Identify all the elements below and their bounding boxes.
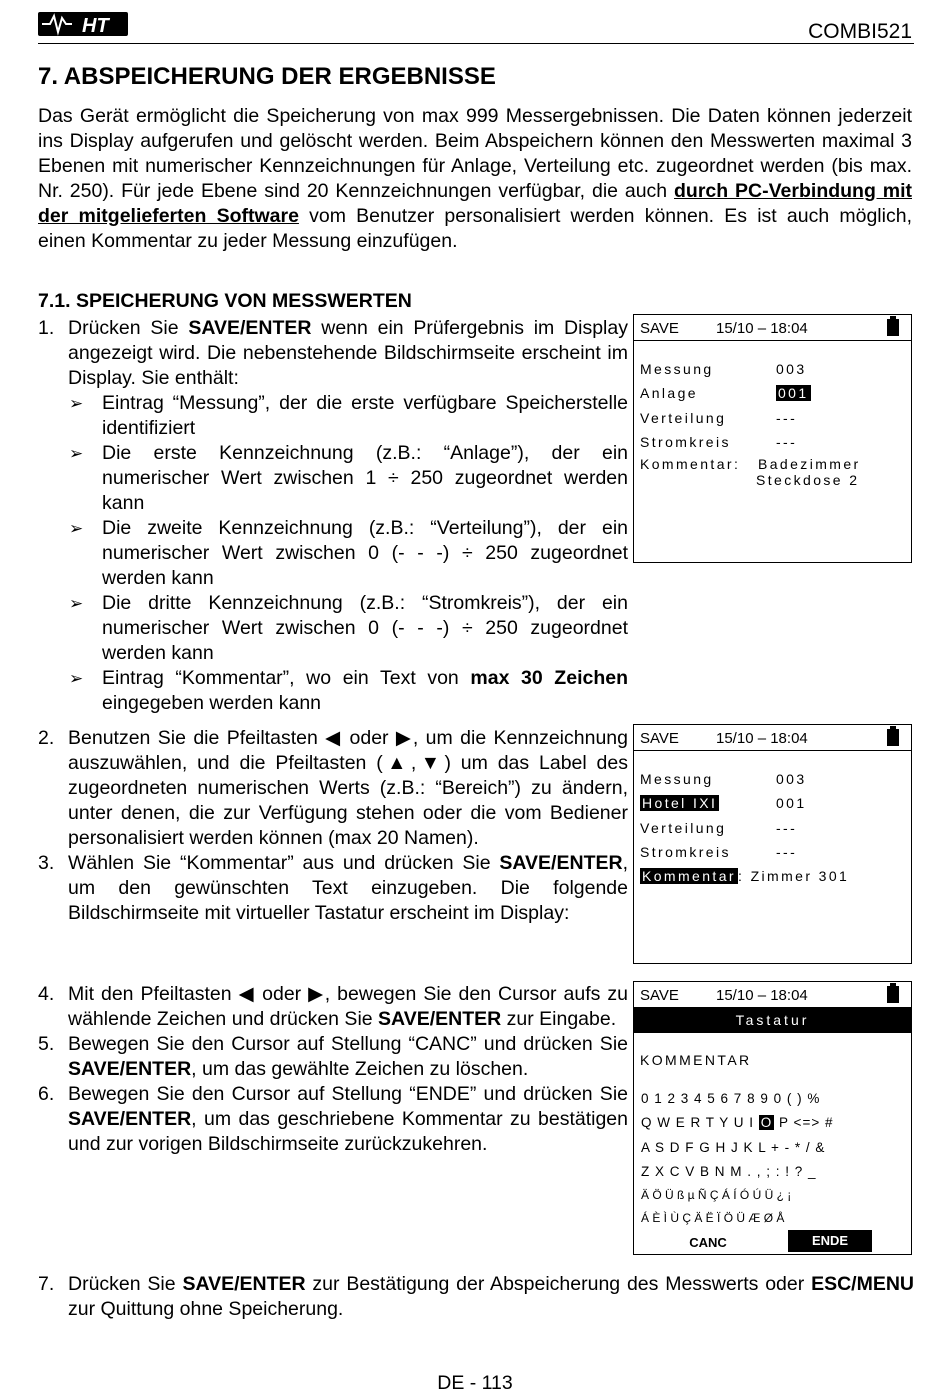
screen-header: SAVE 15/10 – 18:04: [634, 982, 911, 1008]
bullet-1: ➢ Eintrag “Messung”, der die erste verfügbare Speicherstelle identifiziert: [69, 392, 628, 439]
display-screen-save: SAVE 15/10 – 18:04 Messung 003 Anlage 001 Verteilung --- Stromkreis --- Kommentar: Badezimmer Steckdose 2: [633, 314, 912, 563]
step-6: 6. Bewegen Sie den Cursor auf Stellung “ENDE” und drücken Sie SAVE/ENTER, um das geschriebene Kommentar zu bestätigen und zur vorigen Bildschirmseite zurückzukehren.: [38, 1083, 628, 1155]
display-screen-keyboard: [633, 981, 912, 1255]
battery-icon: [887, 319, 899, 336]
arrow-bullet-icon: ➢: [69, 444, 84, 463]
step-1: 1. Drücken Sie SAVE/ENTER wenn ein Prüfergebnis im Display angezeigt wird. Die nebenstehende Bildschirmseite erscheint im Display. Sie enthält: ➢ Eintrag “Messung”, der die erste verfügbare Speicherstelle identifiziert ➢ Die erste Kennzeichnung (z.B.: “Anlage”), der ein numerischer Wert zwischen 1 ÷ 250 zugeordnet werden kann ➢ Die zweite Kennzeichnung (z.B.: “Verteilung”), der ein numerischer Wert zwischen 0 (- - -) ÷ 250 zugeordnet werden kann ➢ Die dritte Kennzeichnung (z.B.: “Stromkreis”), der ein numerischer Wert zwischen 0 (- - -) ÷ 250 zugeordnet werden kann ➢ Eintrag “Kommentar”, wo ein Text von max 30 Zeichen eingegeben werden kann: [38, 317, 628, 714]
selected-value: 001: [778, 385, 809, 401]
ht-logo: [38, 8, 130, 38]
section-title: 7. ABSPEICHERUNG DER ERGEBNISSE: [38, 63, 496, 90]
selected-label: Hotel IXI: [642, 795, 718, 811]
subsection-title: 7.1. SPEICHERUNG VON MESSWERTEN: [38, 290, 412, 312]
bullet-5: ➢ Eintrag “Kommentar”, wo ein Text von max 30 Zeichen eingegeben werden kann: [69, 667, 628, 714]
keyboard-row-2: Q W E R T Y U I O P <=> #: [641, 1115, 834, 1130]
logo-text: HT: [82, 15, 109, 37]
bullet-4: ➢ Die dritte Kennzeichnung (z.B.: “Stromkreis”), der ein numerischer Wert zwischen 0 (- - -) ÷ 250 zugeordnet werden kann: [69, 592, 628, 664]
display-screen-label: SAVE 15/10 – 18:04 Messung 003 Hotel IXI 001 Verteilung --- Stromkreis --- Kommentar : Zimmer 301: [633, 724, 912, 964]
keyboard-row-6: Á È Ì Ù Ç Ä Ë Ï Ö Ü Æ Ø Å: [641, 1211, 785, 1225]
intro-paragraph: Das Gerät ermöglicht die Speicherung von max 999 Messergebnissen. Die Daten können jederzeit ins Display aufgerufen und gelöscht werden. Beim Abspeichern können den Messwerten maximal 3 Ebenen mit numerischer Kennzeichnungen für Anlage, Verteilung etc. zugeordnet werden (bis max. Nr. 250). Für jede Ebene sind 20 Kennzeichnungen verfügbar, die auch durch PC-Verbindung mit der mitgelieferten Software vom Benutzer personalisiert werden können. Es ist auch möglich, einen Kommentar zu jeder Messung einzufügen.: [38, 105, 912, 252]
bullet-3: ➢ Die zweite Kennzeichnung (z.B.: “Verteilung”), der ein numerischer Wert zwischen 0 (- - -) ÷ 250 zugeordnet werden kann: [69, 517, 628, 589]
page-header: [38, 6, 914, 44]
arrow-bullet-icon: ➢: [69, 594, 84, 613]
cursor-key: O: [760, 1115, 773, 1130]
step-3: 3. Wählen Sie “Kommentar” aus und drücken Sie SAVE/ENTER, um den gewünschten Text einzugeben. Die folgende Bildschirmseite mit virtueller Tastatur erscheint im Display:: [38, 852, 628, 924]
screen-header: SAVE 15/10 – 18:04: [634, 725, 911, 751]
keyboard-row-4: Z X C V B N M . , ; : ! ? _: [641, 1164, 817, 1179]
canc-button[interactable]: CANC: [689, 1235, 727, 1250]
arrow-bullet-icon: ➢: [69, 669, 84, 688]
keyboard-row-1: 0 1 2 3 4 5 6 7 8 9 0 ( ) %: [641, 1091, 821, 1106]
battery-icon: [887, 986, 899, 1003]
arrow-bullet-icon: ➢: [69, 394, 84, 413]
bullet-2: ➢ Die erste Kennzeichnung (z.B.: “Anlage”), der ein numerischer Wert zwischen 1 ÷ 250 zugeordnet werden kann: [69, 442, 628, 514]
keyboard-row-3: A S D F G H J K L + - * / &: [641, 1140, 826, 1155]
step-2: 2. Benutzen Sie die Pfeiltasten ◀ oder ▶, um die Kennzeichnung auszuwählen, und die Pfeiltasten (▲,▼) um das Label des zugeordneten numerischen Werts (z.B.: “Bereich”) zu ändern, unter denen, die zur Verfügung stehen oder die vom Bediener personalisiert werden können (max 20 Namen).: [38, 727, 628, 849]
steps-4-6: [38, 982, 628, 1157]
battery-icon: [887, 729, 899, 746]
screen-header: SAVE 15/10 – 18:04: [634, 315, 911, 341]
model-name: COMBI521: [808, 20, 912, 43]
comment-entry: KOMMENTAR: [640, 1052, 752, 1068]
arrow-bullet-icon: ➢: [69, 519, 84, 538]
ende-button[interactable]: ENDE: [788, 1230, 872, 1252]
step-5: 5. Bewegen Sie den Cursor auf Stellung “CANC” und drücken Sie SAVE/ENTER, um das gewählte Zeichen zu löschen.: [38, 1033, 628, 1080]
keyboard-row-5: Ä Ö Ü ß µ Ñ Ç Á Í Ó Ú Ü ¿ ¡: [641, 1188, 792, 1202]
step-7: 7. Drücken Sie SAVE/ENTER zur Bestätigung der Abspeicherung des Messwerts oder ESC/MENU zur Quittung ohne Speicherung.: [38, 1273, 914, 1320]
selected-comment: Kommentar: [642, 868, 736, 884]
steps-2-3: [38, 726, 628, 926]
step-4: 4. Mit den Pfeiltasten ◀ oder ▶, bewegen Sie den Cursor aufs zu wählende Zeichen und drücken Sie SAVE/ENTER zur Eingabe.: [38, 983, 628, 1030]
keyboard-title: Tastatur: [634, 1008, 911, 1033]
software-link-text: durch PC-Verbindung mit der mitgelieferten Software: [38, 180, 912, 227]
page-number: DE - 113: [437, 1372, 513, 1394]
